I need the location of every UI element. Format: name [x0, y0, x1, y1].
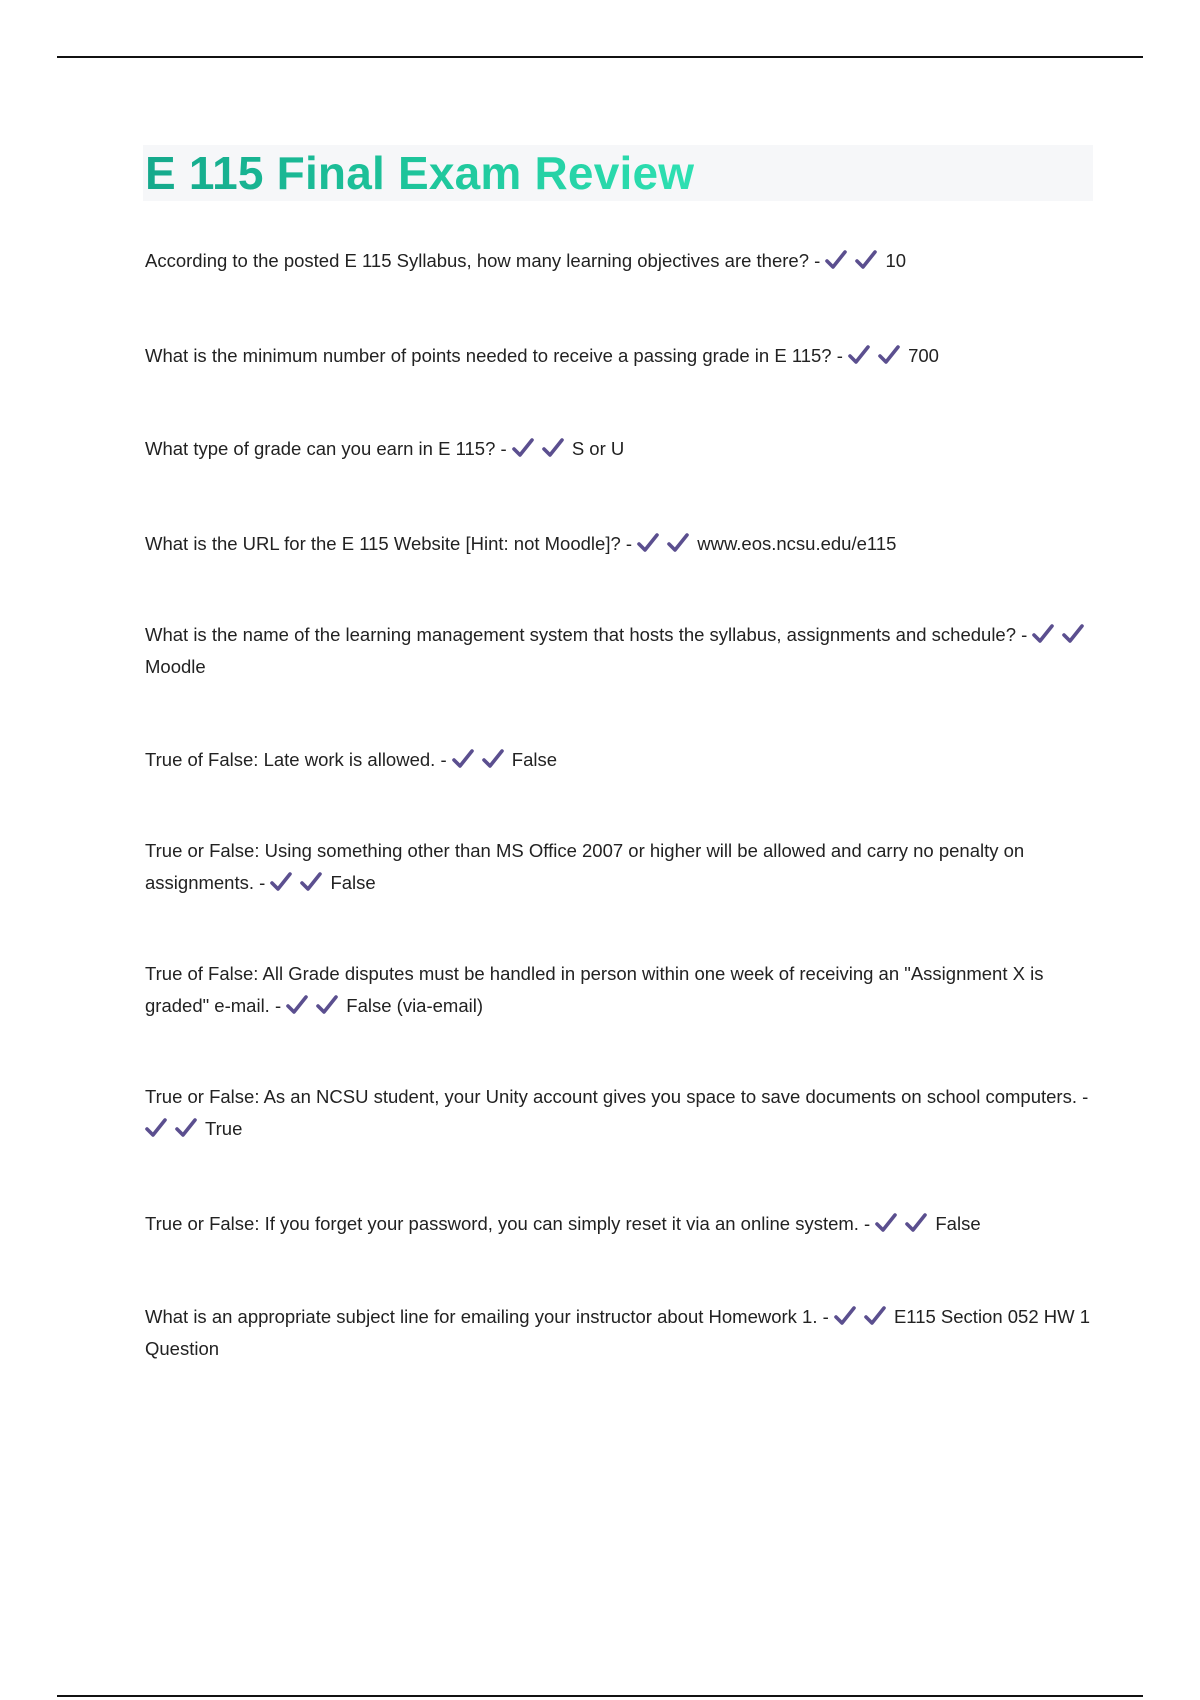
separator: -: [831, 345, 849, 366]
checkmark-icon: [175, 1118, 197, 1138]
answer-text: 700: [908, 345, 939, 366]
question-text: What is the name of the learning management system that hosts the syllabus, assignments and schedule?: [145, 624, 1017, 645]
checkmark-icon: [512, 438, 534, 458]
separator: -: [817, 1306, 834, 1327]
qa-item-5: [145, 619, 1095, 683]
checkmark-icon: [864, 1306, 886, 1326]
separator: -: [495, 438, 512, 459]
question-text: What is an appropriate subject line for emailing your instructor about Homework 1.: [145, 1306, 818, 1327]
question-text: According to the posted E 115 Syllabus, how many learning objectives are there?: [145, 250, 809, 271]
checkmark-icon: [878, 345, 900, 365]
qa-item-11: [145, 1301, 1095, 1365]
separator: -: [809, 250, 826, 271]
qa-item-10: [145, 1208, 1095, 1240]
separator: -: [858, 1213, 876, 1234]
separator: -: [269, 995, 287, 1016]
separator: -: [1076, 1086, 1089, 1107]
answer-text: Moodle: [145, 656, 206, 677]
separator: -: [1016, 624, 1033, 645]
checkmark-icon: [145, 1118, 167, 1138]
question-text: True or False: If you forget your password, you can simply reset it via an online system.: [145, 1213, 859, 1234]
checkmark-icon: [452, 749, 474, 769]
separator: -: [435, 749, 452, 770]
answer-text: E115 Section 052 HW 1 Question: [145, 1306, 1091, 1359]
top-rule: [57, 56, 1143, 58]
qa-item-1: [145, 245, 1095, 277]
checkmark-icon: [1062, 624, 1084, 644]
question-text: True or False: Using something other than MS Office 2007 or higher will be allowed and carry no penalty on assignments.: [145, 840, 1025, 893]
qa-item-3: [145, 433, 1095, 465]
qa-item-8: [145, 958, 1095, 1022]
qa-item-9: [145, 1081, 1095, 1145]
page-title: E 115 Final Exam Review: [145, 147, 695, 199]
qa-item-7: [145, 835, 1095, 899]
checkmark-icon: [905, 1213, 927, 1233]
question-text: What is the minimum number of points needed to receive a passing grade in E 115?: [145, 345, 832, 366]
title-band: [143, 145, 1093, 201]
checkmark-icon: [270, 872, 292, 892]
question-text: True of False: All Grade disputes must be handled in person within one week of receiving an "Assignment X is graded" e-mail.: [145, 963, 1044, 1016]
separator: -: [620, 533, 638, 554]
bottom-rule: [57, 1695, 1143, 1697]
qa-item-6: [145, 744, 1095, 776]
checkmark-icon: [286, 995, 308, 1015]
checkmark-icon: [300, 872, 322, 892]
checkmark-icon: [637, 533, 659, 553]
answer-text: S or U: [571, 438, 625, 459]
answer-text: False (via-email): [346, 995, 483, 1016]
answer-text: 10: [885, 250, 907, 271]
answer-text: False: [511, 749, 558, 770]
qa-item-2: [145, 340, 1095, 372]
checkmark-icon: [875, 1213, 897, 1233]
checkmark-icon: [834, 1306, 856, 1326]
question-text: True or False: As an NCSU student, your Unity account gives you space to save documents on school computers.: [145, 1086, 1077, 1107]
checkmark-icon: [667, 533, 689, 553]
question-text: What is the URL for the E 115 Website [Hint: not Moodle]?: [145, 533, 621, 554]
answer-text: www.eos.ncsu.edu/e115: [697, 533, 897, 554]
checkmark-icon: [1032, 624, 1054, 644]
checkmark-icon: [855, 250, 877, 270]
checkmark-icon: [848, 345, 870, 365]
question-text: True of False: Late work is allowed.: [145, 749, 436, 770]
answer-text: True: [205, 1118, 243, 1139]
checkmark-icon: [316, 995, 338, 1015]
checkmark-icon: [542, 438, 564, 458]
separator: -: [254, 872, 271, 893]
question-text: What type of grade can you earn in E 115?: [145, 438, 496, 459]
qa-item-4: [145, 528, 1095, 560]
answer-text: False: [935, 1213, 981, 1234]
checkmark-icon: [825, 250, 847, 270]
answer-text: False: [330, 872, 376, 893]
checkmark-icon: [482, 749, 504, 769]
